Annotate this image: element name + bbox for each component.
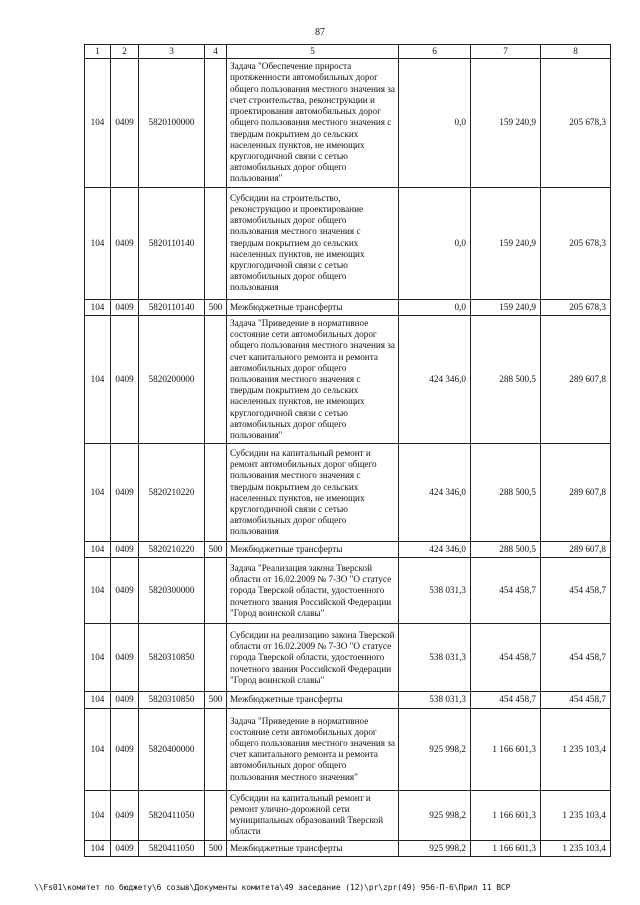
- cell-amount-2: 288 500,5: [471, 444, 541, 542]
- cell-amount-1: 0,0: [399, 299, 471, 315]
- cell-amount-2: 159 240,9: [471, 59, 541, 187]
- cell-amount-3: 1 235 103,4: [541, 790, 611, 840]
- cell-ministry: 104: [85, 315, 111, 443]
- table-row: [85, 187, 611, 299]
- cell-ministry: 104: [85, 790, 111, 840]
- cell-expense-type: [205, 790, 227, 840]
- cell-amount-3: 454 458,7: [541, 624, 611, 692]
- table-row: [85, 790, 611, 840]
- col-header: 8: [541, 45, 611, 59]
- cell-amount-2: 454 458,7: [471, 558, 541, 624]
- col-header: 1: [85, 45, 111, 59]
- cell-section: 0409: [111, 315, 139, 443]
- cell-section: 0409: [111, 790, 139, 840]
- cell-section: 0409: [111, 59, 139, 187]
- cell-target-article: 5820210220: [139, 444, 205, 542]
- cell-amount-3: 1 235 103,4: [541, 840, 611, 856]
- cell-section: 0409: [111, 624, 139, 692]
- cell-target-article: 5820200000: [139, 315, 205, 443]
- cell-section: 0409: [111, 187, 139, 299]
- cell-expense-type: 500: [205, 299, 227, 315]
- cell-amount-2: 454 458,7: [471, 624, 541, 692]
- cell-section: 0409: [111, 299, 139, 315]
- cell-expense-type: [205, 315, 227, 443]
- cell-target-article: 5820100000: [139, 59, 205, 187]
- cell-description: Субсидии на реализацию закона Тверской области от 16.02.2009 № 7-ЗО "О статусе города Тверской области, удостоенного почетного звания Российской Федерации "Город воинской славы": [227, 624, 399, 692]
- cell-amount-1: 424 346,0: [399, 315, 471, 443]
- table-row: [85, 558, 611, 624]
- cell-expense-type: 500: [205, 840, 227, 856]
- cell-target-article: 5820411050: [139, 790, 205, 840]
- cell-description: Субсидии на капитальный ремонт и ремонт улично-дорожной сети муниципальных образований Тверской области: [227, 790, 399, 840]
- cell-amount-1: 538 031,3: [399, 558, 471, 624]
- col-header: 7: [471, 45, 541, 59]
- cell-target-article: 5820310850: [139, 692, 205, 708]
- table-row: [85, 692, 611, 708]
- cell-target-article: 5820310850: [139, 624, 205, 692]
- cell-expense-type: [205, 708, 227, 790]
- cell-ministry: 104: [85, 187, 111, 299]
- cell-expense-type: [205, 187, 227, 299]
- cell-ministry: 104: [85, 692, 111, 708]
- cell-section: 0409: [111, 692, 139, 708]
- cell-ministry: 104: [85, 444, 111, 542]
- cell-amount-1: 0,0: [399, 187, 471, 299]
- file-path-footer: \\Fs01\комитет по бюджету\6 созыв\Документы комитета\49 заседание (12)\pr\zpr(49) 956-П-6\Прил 11 ВСР: [34, 883, 511, 892]
- col-header: 6: [399, 45, 471, 59]
- cell-description: Межбюджетные трансферты: [227, 542, 399, 558]
- cell-target-article: 5820411050: [139, 840, 205, 856]
- table-row: [85, 840, 611, 856]
- cell-description: Субсидии на строительство, реконструкцию и проектирование автомобильных дорог общего пользования местного значения с твердым покрытием до сельских населенных пунктов, не имеющих круглогодичной связи с сетью автомобильных дорог общего пользования: [227, 187, 399, 299]
- cell-description: Межбюджетные трансферты: [227, 299, 399, 315]
- cell-section: 0409: [111, 840, 139, 856]
- cell-amount-3: 289 607,8: [541, 315, 611, 443]
- cell-target-article: 5820300000: [139, 558, 205, 624]
- cell-ministry: 104: [85, 299, 111, 315]
- cell-amount-1: 538 031,3: [399, 692, 471, 708]
- cell-amount-3: 289 607,8: [541, 444, 611, 542]
- budget-table: [84, 44, 611, 857]
- cell-amount-2: 1 166 601,3: [471, 840, 541, 856]
- cell-description: Задача "Обеспечение прироста протяженности автомобильных дорог общего пользования местного значения за счет строительства, реконструкции и проектирования автомобильных дорог общего пользования местного значения с твердым покрытием до сельских населенных пунктов, не имеющих круглогодичной связи с сетью автомобильных дорог общего пользования": [227, 59, 399, 187]
- table-row: [85, 708, 611, 790]
- cell-description: Межбюджетные трансферты: [227, 840, 399, 856]
- cell-description: Задача "Реализация закона Тверской области от 16.02.2009 № 7-ЗО "О статусе города Тверской области, удостоенного почетного звания Российской Федерации "Город воинской славы": [227, 558, 399, 624]
- col-header: 3: [139, 45, 205, 59]
- cell-amount-3: 205 678,3: [541, 59, 611, 187]
- cell-ministry: 104: [85, 840, 111, 856]
- table-row: [85, 444, 611, 542]
- col-header: 2: [111, 45, 139, 59]
- cell-amount-1: 424 346,0: [399, 444, 471, 542]
- cell-section: 0409: [111, 542, 139, 558]
- cell-amount-2: 454 458,7: [471, 692, 541, 708]
- cell-expense-type: [205, 624, 227, 692]
- cell-amount-3: 289 607,8: [541, 542, 611, 558]
- cell-amount-1: 925 998,2: [399, 840, 471, 856]
- cell-ministry: 104: [85, 542, 111, 558]
- cell-expense-type: [205, 59, 227, 187]
- cell-section: 0409: [111, 558, 139, 624]
- cell-section: 0409: [111, 708, 139, 790]
- cell-description: Задача "Приведение в нормативное состояние сети автомобильных дорог общего пользования местного значения за счет капитального ремонта и ремонта автомобильных дорог общего пользования местного значения с твердым покрытием до сельских населенных пунктов, не имеющих круглогодичной связи с сетью автомобильных дорог общего пользования": [227, 315, 399, 443]
- cell-ministry: 104: [85, 558, 111, 624]
- cell-amount-2: 1 166 601,3: [471, 708, 541, 790]
- cell-target-article: 5820110140: [139, 299, 205, 315]
- table-row: [85, 315, 611, 443]
- cell-expense-type: [205, 444, 227, 542]
- cell-expense-type: 500: [205, 542, 227, 558]
- cell-target-article: 5820110140: [139, 187, 205, 299]
- cell-amount-3: 454 458,7: [541, 692, 611, 708]
- header-row: [85, 45, 611, 59]
- col-header: 4: [205, 45, 227, 59]
- table-row: [85, 299, 611, 315]
- cell-section: 0409: [111, 444, 139, 542]
- cell-ministry: 104: [85, 624, 111, 692]
- cell-ministry: 104: [85, 708, 111, 790]
- table-row: [85, 59, 611, 187]
- cell-target-article: 5820400000: [139, 708, 205, 790]
- cell-amount-2: 288 500,5: [471, 315, 541, 443]
- table-row: [85, 624, 611, 692]
- cell-expense-type: 500: [205, 692, 227, 708]
- cell-ministry: 104: [85, 59, 111, 187]
- cell-description: Субсидии на капитальный ремонт и ремонт автомобильных дорог общего пользования местного значения с твердым покрытием до сельских населенных пунктов, не имеющих круглогодичной связи с сетью автомобильных дорог общего пользования: [227, 444, 399, 542]
- cell-amount-1: 925 998,2: [399, 708, 471, 790]
- cell-expense-type: [205, 558, 227, 624]
- table-row: [85, 542, 611, 558]
- cell-target-article: 5820210220: [139, 542, 205, 558]
- col-header: 5: [227, 45, 399, 59]
- cell-description: Межбюджетные трансферты: [227, 692, 399, 708]
- cell-description: Задача "Приведение в нормативное состояние сети автомобильных дорог общего пользования местного значения за счет капитального ремонта и ремонта автомобильных дорог общего пользования местного значения": [227, 708, 399, 790]
- cell-amount-1: 538 031,3: [399, 624, 471, 692]
- cell-amount-1: 424 346,0: [399, 542, 471, 558]
- page-number: 87: [315, 27, 325, 38]
- cell-amount-2: 288 500,5: [471, 542, 541, 558]
- cell-amount-3: 205 678,3: [541, 299, 611, 315]
- cell-amount-2: 159 240,9: [471, 187, 541, 299]
- cell-amount-3: 205 678,3: [541, 187, 611, 299]
- cell-amount-1: 0,0: [399, 59, 471, 187]
- cell-amount-3: 454 458,7: [541, 558, 611, 624]
- cell-amount-3: 1 235 103,4: [541, 708, 611, 790]
- cell-amount-2: 159 240,9: [471, 299, 541, 315]
- cell-amount-2: 1 166 601,3: [471, 790, 541, 840]
- cell-amount-1: 925 998,2: [399, 790, 471, 840]
